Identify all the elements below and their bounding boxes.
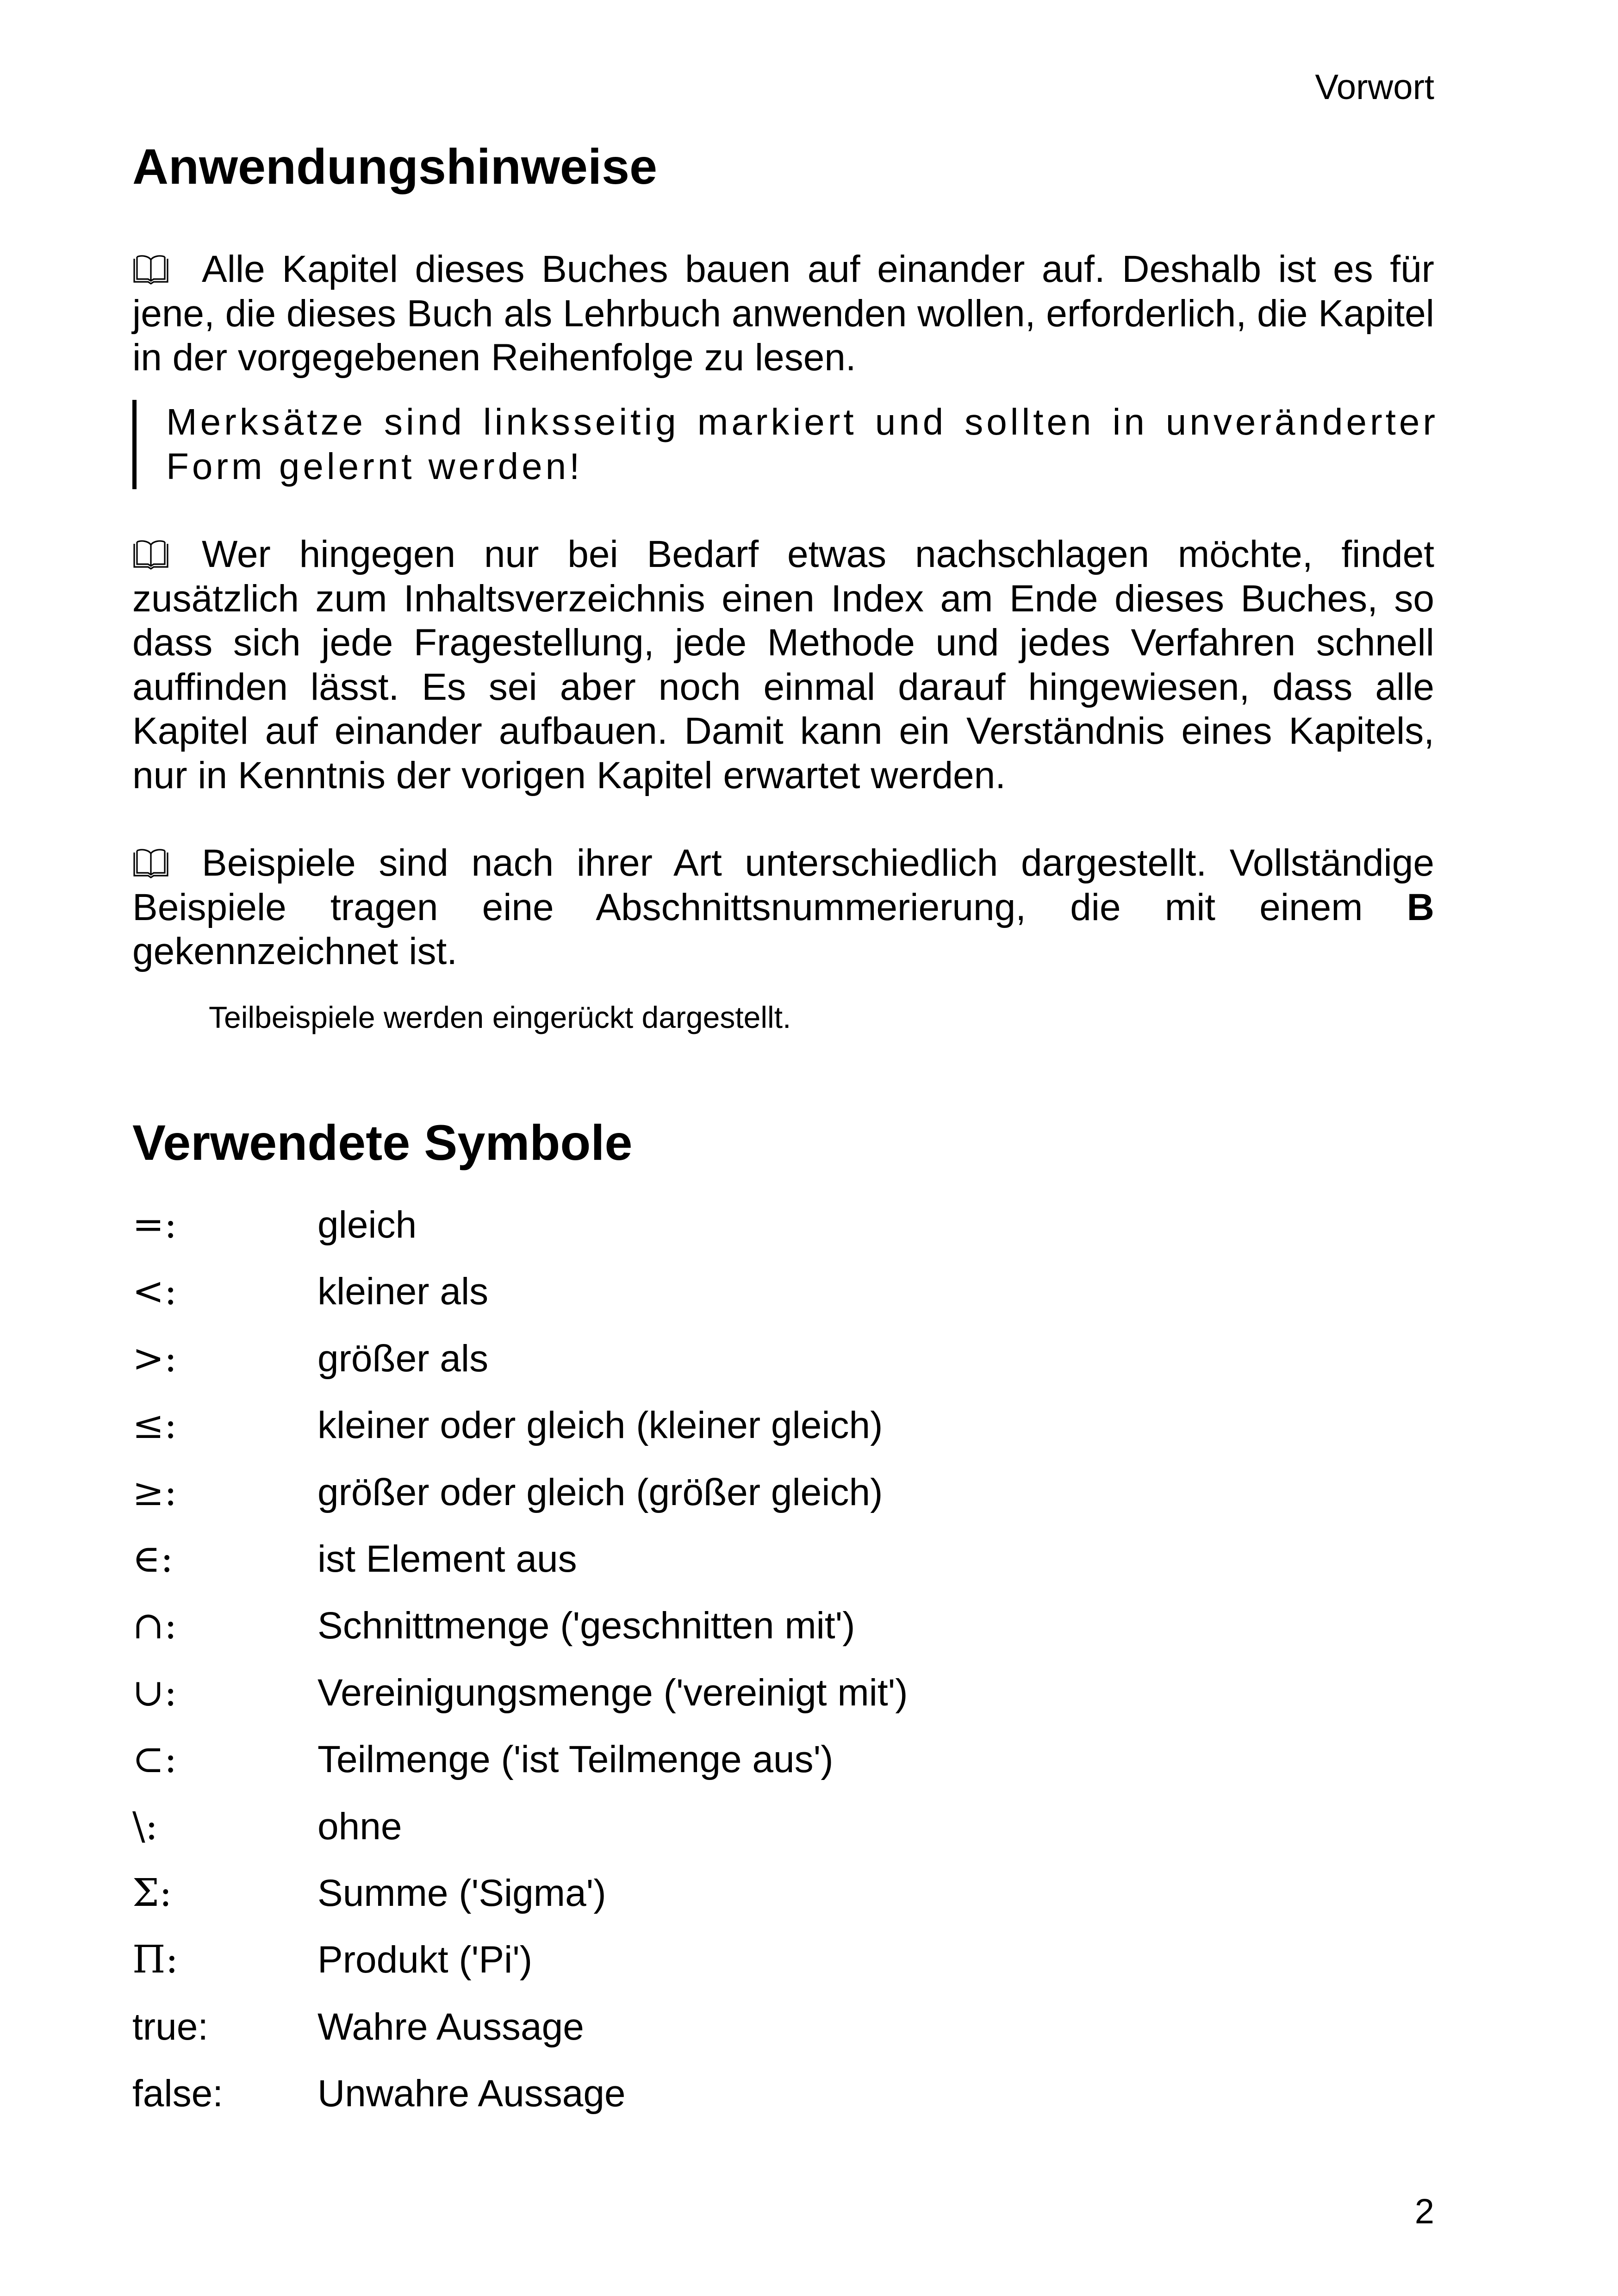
symbol-row — [132, 2071, 626, 2117]
paragraph-beispiele — [132, 841, 1434, 974]
section-heading-symbole: Verwendete Symbole — [132, 1114, 633, 1170]
symbol-row — [132, 1202, 417, 1248]
book-icon — [132, 540, 169, 570]
symbol-row — [132, 1804, 402, 1850]
symbol-row — [132, 1536, 577, 1582]
paragraph-text: Alle Kapitel dieses Buches bauen auf einander auf. Deshalb ist es für jene, die dieses Buch als Lehrbuch anwenden wollen, erforderlich, die Kapitel in der vorgegebenen Reihenfolge zu lesen. — [132, 248, 1434, 379]
symbol: ≥: — [132, 1470, 177, 1514]
symbol-description: Unwahre Aussage — [317, 2072, 626, 2115]
paragraph-kapitel — [132, 247, 1434, 380]
symbol: ∪: — [132, 1670, 177, 1715]
symbol: false: — [132, 2072, 223, 2115]
symbol-description: größer als — [317, 1337, 489, 1380]
merksatz-text: Merksätze sind linksseitig markiert und sollten in unveränderter Form gelernt werden! — [166, 401, 1438, 487]
bold-letter-b: B — [1406, 886, 1434, 928]
symbol-description: Vereinigungsmenge ('vereinigt mit') — [317, 1671, 908, 1714]
paragraph-text: Beispiele sind nach ihrer Art unterschiedlich dargestellt. Vollständige Beispiele tragen eine Abschnittsnummerierung, die mit einem — [132, 842, 1434, 928]
symbol: \: — [132, 1804, 158, 1848]
paragraph-text: Wer hingegen nur bei Bedarf etwas nachschlagen möchte, findet zusätzlich zum Inhaltsverzeichnis einen Index am Ende dieses Buches, so dass sich jede Fragestellung, jede Methode und jedes Verfahren schnell auffinden lässt. Es sei aber noch einmal darauf hingewiesen, dass alle Kapitel auf einander aufbauen. Damit kann ein Verständnis eines Kapitels, nur in Kenntnis der vorigen Kapitel erwartet werden. — [132, 533, 1434, 796]
symbol-row — [132, 1336, 488, 1382]
symbol-row — [132, 1870, 606, 1916]
symbol-row — [132, 1937, 532, 1983]
symbol: ∈: — [132, 1537, 174, 1581]
symbol: >: — [132, 1336, 177, 1381]
symbol-description: Schnittmenge ('geschnitten mit') — [317, 1605, 855, 1647]
symbol-row — [132, 1469, 883, 1516]
symbol-description: ohne — [317, 1805, 402, 1848]
symbol-row — [132, 2004, 584, 2050]
page-number: 2 — [1414, 2192, 1434, 2231]
running-header: Vorwort — [1315, 68, 1434, 107]
symbol-description: Summe ('Sigma') — [317, 1872, 606, 1914]
teilbeispiele-note: Teilbeispiele werden eingerückt dargestellt. — [209, 1000, 791, 1034]
symbol: =: — [132, 1203, 177, 1247]
symbol: true: — [132, 2005, 209, 2048]
symbol-description: größer oder gleich (größer gleich) — [317, 1471, 883, 1513]
symbol: <: — [132, 1269, 177, 1314]
symbol-row — [132, 1736, 834, 1783]
symbol-description: kleiner oder gleich (kleiner gleich) — [317, 1404, 883, 1447]
paragraph-index — [132, 532, 1434, 797]
symbol-description: kleiner als — [317, 1270, 489, 1313]
symbol-description: Produkt ('Pi') — [317, 1939, 533, 1981]
section-heading-anwendungshinweise: Anwendungshinweise — [132, 138, 658, 194]
book-icon — [132, 255, 169, 285]
symbol-row — [132, 1269, 488, 1315]
symbol: Π: — [132, 1938, 179, 1982]
symbol-description: Teilmenge ('ist Teilmenge aus') — [317, 1738, 834, 1781]
symbol: ⊂: — [132, 1737, 177, 1782]
symbol: ∩: — [132, 1604, 177, 1648]
symbol: Σ: — [132, 1871, 172, 1915]
paragraph-text: gekennzeichnet ist. — [132, 930, 458, 972]
merksatz-block — [132, 400, 1438, 489]
symbol-description: gleich — [317, 1204, 417, 1246]
book-icon — [132, 849, 169, 878]
symbol-description: Wahre Aussage — [317, 2005, 584, 2048]
symbol-row — [132, 1670, 908, 1716]
symbol-row — [132, 1402, 883, 1449]
symbol-description: ist Element aus — [317, 1538, 577, 1580]
symbol-row — [132, 1603, 855, 1649]
symbol: ≤: — [132, 1403, 177, 1448]
